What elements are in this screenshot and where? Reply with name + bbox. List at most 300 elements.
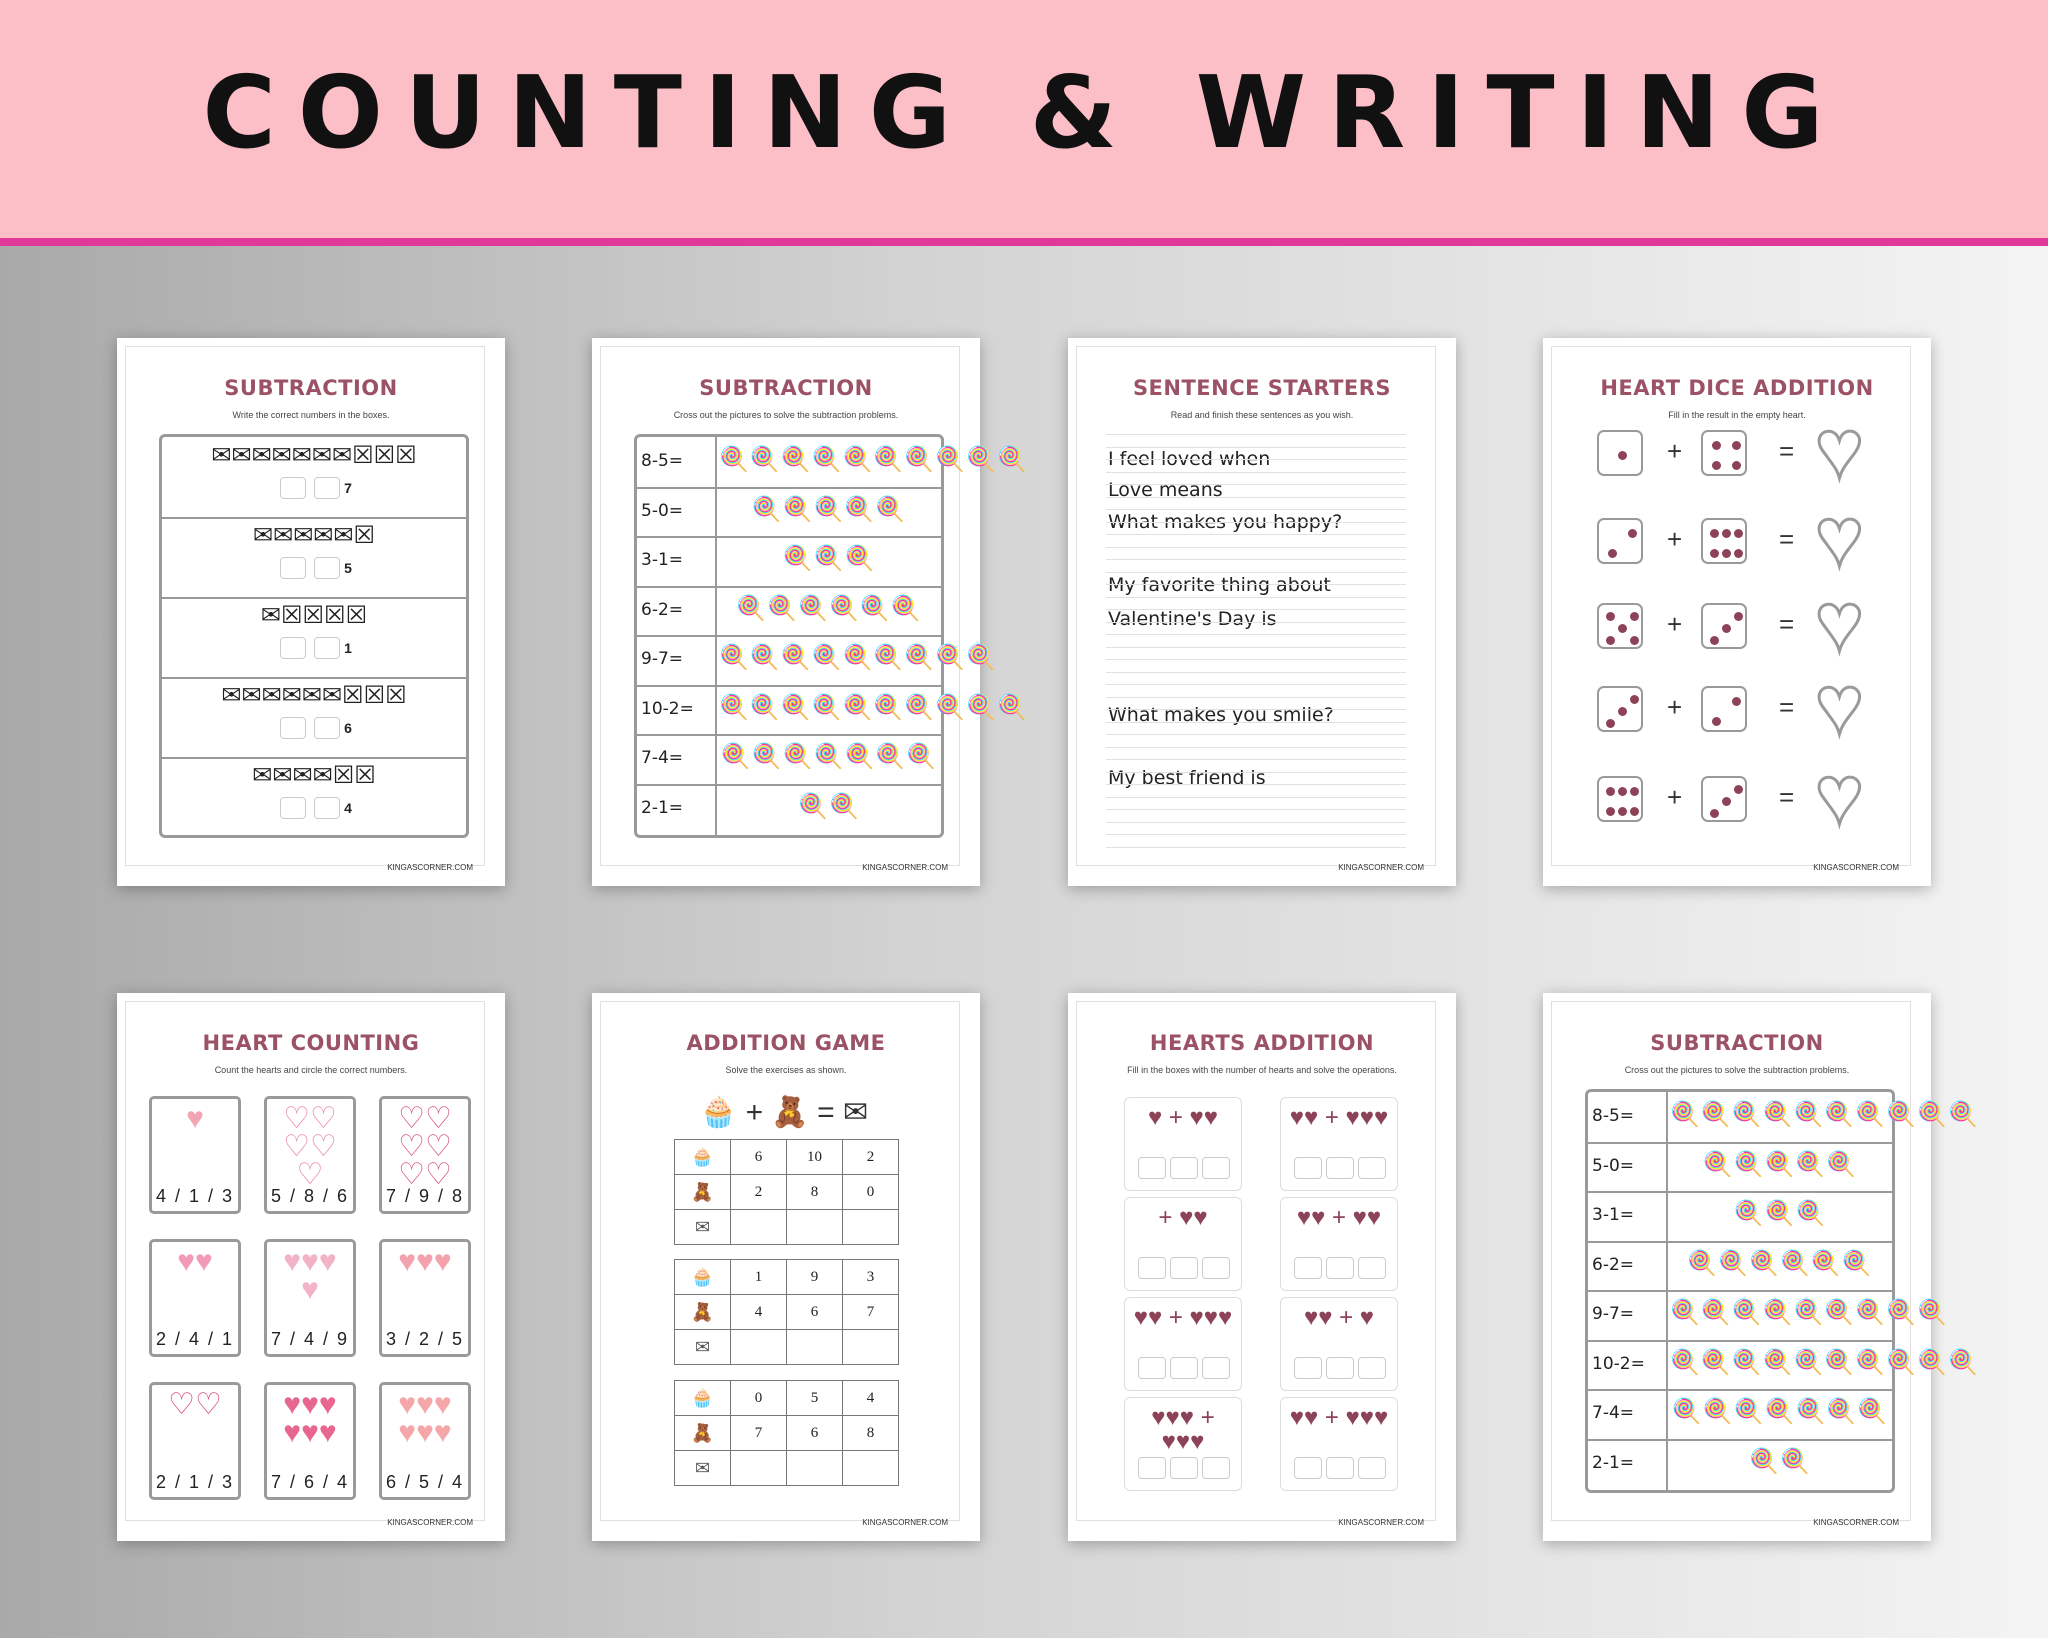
answer-box[interactable] <box>314 717 340 739</box>
dice-pip <box>1722 529 1731 538</box>
worksheet-subtraction-envelopes[interactable] <box>117 338 505 886</box>
heart-icon: ♥ + ♥♥ <box>1147 1104 1219 1131</box>
writing-line <box>1106 434 1406 435</box>
lollipop-icon: 🍭🍭🍭🍭🍭🍭🍭🍭🍭 <box>1670 1299 1948 1326</box>
answer-box[interactable] <box>1138 1257 1166 1279</box>
plus-sign: + <box>1667 609 1683 639</box>
footer-site: KINGASCORNER.COM <box>862 863 948 872</box>
worksheet-title: SUBTRACTION <box>1650 1031 1824 1055</box>
row-divider <box>1588 1142 1892 1144</box>
dice-pip <box>1618 807 1627 816</box>
worksheet-subtitle: Fill in the result in the empty heart. <box>1668 410 1806 420</box>
hearts-addition-box <box>1124 1097 1242 1191</box>
writing-line <box>1106 747 1406 748</box>
dice-icon <box>1701 776 1747 822</box>
subtraction-grid <box>634 434 1028 838</box>
hearts-addition-box <box>1124 1297 1242 1391</box>
worksheet-subtitle: Solve the exercises as shown. <box>725 1065 847 1075</box>
hearts-addition-box <box>1124 1397 1242 1491</box>
row-divider <box>1588 1340 1892 1342</box>
answer-cell[interactable] <box>731 1210 787 1245</box>
number-options: 7 / 6 / 4 <box>270 1472 350 1492</box>
dice-pip <box>1734 785 1743 794</box>
answer-cell[interactable] <box>787 1330 843 1365</box>
dice-pip <box>1628 529 1637 538</box>
problem-label: 9-7= <box>641 649 684 669</box>
dice-pip <box>1710 549 1719 558</box>
heart-icon: ♥♥ + ♥♥♥ <box>1133 1304 1233 1331</box>
answer-row <box>162 637 466 659</box>
dice-pip <box>1710 636 1719 645</box>
dice-pip <box>1734 549 1743 558</box>
answer-cell[interactable] <box>731 1451 787 1486</box>
worksheet-sentence-starters[interactable] <box>1068 338 1456 886</box>
dice-icon <box>1597 776 1643 822</box>
answer-heart-icon[interactable]: ♥ <box>1815 750 1864 841</box>
writing-line <box>1106 472 1406 473</box>
footer-site: KINGASCORNER.COM <box>1813 863 1899 872</box>
answer-boxes <box>1287 1457 1393 1484</box>
table-number: 4 <box>731 1295 787 1330</box>
writing-line <box>1106 722 1406 723</box>
writing-line <box>1106 584 1406 585</box>
heart-icon: ♥♥ + ♥♥♥ <box>1289 1104 1389 1131</box>
heart-icon: ♥♥♥♥♥♥ <box>398 1388 452 1449</box>
table-number: 6 <box>787 1295 843 1330</box>
heart-counting-card[interactable] <box>264 1239 356 1357</box>
dice-pip <box>1630 636 1639 645</box>
answer-boxes <box>1287 1357 1393 1384</box>
writing-line <box>1106 484 1406 485</box>
equals-sign: = <box>1779 609 1795 639</box>
teddy-bear-icon: 🧸 <box>675 1175 731 1210</box>
writing-line <box>1106 734 1406 735</box>
answer-boxes <box>1131 1457 1237 1484</box>
number-options: 6 / 5 / 4 <box>385 1472 465 1492</box>
worksheet-title: SENTENCE STARTERS <box>1132 376 1392 400</box>
sentence-starter: What makes you smile? <box>1108 704 1334 726</box>
row-divider <box>1588 1389 1892 1391</box>
worksheet-hearts-addition[interactable] <box>1068 993 1456 1541</box>
table-number: 7 <box>731 1416 787 1451</box>
writing-line <box>1106 709 1406 710</box>
dice-icon <box>1701 603 1747 649</box>
table-number: 9 <box>787 1260 843 1295</box>
hearts-addition-box <box>1280 1297 1398 1391</box>
problem-label: 9-7= <box>1592 1304 1635 1324</box>
writing-line <box>1106 672 1406 673</box>
dice-icon <box>1597 518 1643 564</box>
problem-label: 7-4= <box>641 748 684 768</box>
writing-line <box>1106 847 1406 848</box>
writing-line <box>1106 559 1406 560</box>
dice-icon <box>1701 686 1747 732</box>
envelope-row: ✉✉✉✉☒☒ <box>252 762 376 789</box>
footer-site: KINGASCORNER.COM <box>1338 863 1424 872</box>
sentence-starter: Valentine's Day is <box>1108 608 1277 630</box>
table-number: 2 <box>843 1140 899 1175</box>
writing-line <box>1106 809 1406 810</box>
answer-heart-icon[interactable]: ♥ <box>1815 404 1864 495</box>
equals-sign: = <box>1779 524 1795 554</box>
table-number: 4 <box>843 1381 899 1416</box>
lollipop-icon: 🍭🍭🍭🍭🍭🍭🍭🍭🍭🍭 <box>719 693 1028 721</box>
number-options: 2 / 4 / 1 <box>155 1329 235 1349</box>
heart-icon: ♡♡ <box>168 1388 222 1421</box>
heart-icon: ♥♥♥ + ♥♥♥ <box>1151 1404 1215 1455</box>
row-divider <box>162 757 466 759</box>
cupcake-icon: 🧁 <box>675 1140 731 1175</box>
writing-line <box>1106 659 1406 660</box>
sentence-starter: What makes you happy? <box>1108 511 1343 533</box>
envelope-icon: ✉ <box>675 1210 731 1245</box>
row-divider <box>1588 1290 1892 1292</box>
addition-legend: 🧁 + 🧸 = ✉ <box>699 1096 869 1129</box>
table-number: 6 <box>787 1416 843 1451</box>
addition-table <box>674 1139 899 1245</box>
row-divider <box>1588 1241 1892 1243</box>
answer-box[interactable] <box>314 797 340 819</box>
writing-line <box>1106 534 1406 535</box>
answer-boxes <box>1131 1157 1237 1184</box>
dice-pip <box>1710 809 1719 818</box>
problem-label: 3-1= <box>641 550 684 570</box>
cupcake-icon: 🧁 <box>675 1381 731 1416</box>
dice-pip <box>1606 807 1615 816</box>
dice-pip <box>1710 529 1719 538</box>
writing-line <box>1106 634 1406 635</box>
answer-box[interactable] <box>1138 1457 1166 1479</box>
footer-site: KINGASCORNER.COM <box>862 1518 948 1527</box>
footer-site: KINGASCORNER.COM <box>387 863 473 872</box>
lollipop-icon: 🍭🍭🍭🍭🍭🍭🍭🍭🍭🍭 <box>719 446 1028 473</box>
hearts-addition-box <box>1280 1397 1398 1491</box>
dice-pip <box>1630 612 1639 621</box>
answer-box[interactable] <box>1138 1157 1166 1179</box>
answer-box[interactable] <box>314 477 340 499</box>
worksheet-title: HEARTS ADDITION <box>1149 1031 1375 1055</box>
answer-cell[interactable] <box>731 1330 787 1365</box>
answer-box[interactable] <box>280 477 306 499</box>
problem-label: 2-1= <box>641 797 684 818</box>
answer-box[interactable] <box>314 557 340 579</box>
dice-pip <box>1618 624 1627 633</box>
heart-counting-card[interactable] <box>264 1096 356 1214</box>
envelope-icon: ✉ <box>675 1451 731 1486</box>
lollipop-icon: 🍭🍭🍭🍭🍭🍭🍭🍭🍭🍭 <box>1670 1348 1979 1376</box>
given-number: 4 <box>344 800 352 816</box>
problem-label: 8-5= <box>641 451 684 471</box>
envelope-row: ✉✉✉✉✉✉✉☒☒☒ <box>211 442 417 469</box>
writing-line <box>1106 547 1406 548</box>
heart-icon: ♥♥♥ <box>398 1245 452 1278</box>
dice-pip <box>1630 695 1639 704</box>
answer-cell[interactable] <box>787 1210 843 1245</box>
answer-box[interactable] <box>1294 1357 1322 1379</box>
sentence-starter: My best friend is <box>1108 767 1266 789</box>
teddy-bear-icon: 🧸 <box>675 1416 731 1451</box>
dice-icon <box>1701 518 1747 564</box>
writing-line <box>1106 622 1406 623</box>
worksheet-subtitle: Cross out the pictures to solve the subtraction problems. <box>1624 1065 1850 1075</box>
writing-line <box>1106 772 1406 773</box>
dice-pip <box>1732 461 1741 470</box>
writing-line <box>1106 697 1406 698</box>
problem-label: 5-0= <box>641 500 684 521</box>
table-number: 6 <box>731 1140 787 1175</box>
answer-box[interactable] <box>1294 1257 1322 1279</box>
dice-pip <box>1722 624 1731 633</box>
number-options: 4 / 1 / 3 <box>155 1186 235 1206</box>
answer-box[interactable] <box>280 717 306 739</box>
plus-sign: + <box>1667 524 1683 554</box>
heart-counting-card[interactable] <box>149 1096 241 1214</box>
table-number: 10 <box>787 1140 843 1175</box>
heart-icon: ♥ <box>186 1102 204 1135</box>
table-number: 2 <box>731 1175 787 1210</box>
given-number: 7 <box>344 480 352 496</box>
answer-cell[interactable] <box>787 1451 843 1486</box>
teddy-bear-icon: 🧸 <box>675 1295 731 1330</box>
problem-label: 6-2= <box>641 599 684 620</box>
answer-box[interactable] <box>1326 1157 1354 1179</box>
heart-icon: ♡♡♡♡♡ <box>283 1102 337 1191</box>
worksheet-addition-game[interactable] <box>592 993 980 1541</box>
worksheet-subtitle: Fill in the boxes with the number of hearts and solve the operations. <box>1127 1065 1397 1075</box>
lollipop-icon: 🍭🍭🍭🍭🍭🍭 <box>1687 1249 1873 1277</box>
answer-cell[interactable] <box>843 1330 899 1365</box>
writing-line <box>1106 509 1406 510</box>
answer-box[interactable] <box>1326 1457 1354 1479</box>
row-divider <box>637 734 941 736</box>
answer-box[interactable] <box>1326 1257 1354 1279</box>
plus-sign: + <box>1667 782 1683 812</box>
problem-label: 2-1= <box>1592 1452 1635 1473</box>
heart-icon: ♥♥ + ♥♥ <box>1296 1204 1382 1231</box>
heart-counting-card[interactable] <box>379 1239 471 1357</box>
writing-line <box>1106 647 1406 648</box>
heart-counting-card[interactable] <box>379 1382 471 1500</box>
cupcake-icon: 🧁 <box>675 1260 731 1295</box>
envelope-icon: ✉ <box>675 1330 731 1365</box>
dice-pip <box>1618 707 1627 716</box>
dice-pip <box>1712 441 1721 450</box>
heart-counting-card[interactable] <box>149 1239 241 1357</box>
heart-icon: ♥♥♥♥ <box>283 1245 337 1306</box>
lollipop-icon: 🍭🍭 <box>798 792 860 820</box>
answer-box[interactable] <box>1358 1257 1386 1279</box>
hearts-addition-box <box>1280 1097 1398 1191</box>
row-divider <box>637 635 941 637</box>
heart-counting-card[interactable] <box>379 1096 471 1214</box>
equals-sign: = <box>1779 436 1795 466</box>
lollipop-icon: 🍭🍭🍭🍭🍭🍭🍭 <box>720 743 938 770</box>
row-divider <box>637 487 941 489</box>
equals-sign: = <box>1779 692 1795 722</box>
answer-box[interactable] <box>1358 1357 1386 1379</box>
number-options: 7 / 4 / 9 <box>270 1329 350 1349</box>
answer-heart-icon[interactable]: ♥ <box>1815 577 1864 668</box>
answer-box[interactable] <box>1202 1257 1230 1279</box>
lollipop-icon: 🍭🍭🍭 <box>782 545 876 572</box>
hearts-addition-box <box>1280 1197 1398 1291</box>
answer-row <box>162 477 466 499</box>
worksheet-heart-dice-addition[interactable] <box>1543 338 1931 886</box>
dice-pip <box>1712 717 1721 726</box>
writing-line <box>1106 784 1406 785</box>
table-number: 8 <box>787 1175 843 1210</box>
row-divider <box>637 586 941 588</box>
answer-box[interactable] <box>1202 1157 1230 1179</box>
answer-box[interactable] <box>1170 1257 1198 1279</box>
dice-pip <box>1734 529 1743 538</box>
dice-pip <box>1722 549 1731 558</box>
worksheet-subtitle: Count the hearts and circle the correct numbers. <box>214 1065 408 1075</box>
dice-pip <box>1606 612 1615 621</box>
answer-heart-icon[interactable]: ♥ <box>1815 492 1864 583</box>
problem-label: 3-1= <box>1592 1205 1635 1225</box>
dice-icon <box>1701 430 1747 476</box>
dice-pip <box>1732 697 1741 706</box>
answer-heart-icon[interactable]: ♥ <box>1815 660 1864 751</box>
number-options: 3 / 2 / 5 <box>385 1329 465 1349</box>
heart-icon: ♥♥ <box>177 1245 213 1278</box>
worksheet-subtraction-lollipops[interactable] <box>592 338 1028 886</box>
answer-box[interactable] <box>1202 1457 1230 1479</box>
subtraction-grid <box>1585 1089 1979 1493</box>
worksheet-title: SUBTRACTION <box>699 376 873 400</box>
row-divider <box>637 784 941 786</box>
footer-site: KINGASCORNER.COM <box>1338 1518 1424 1527</box>
writing-line <box>1106 572 1406 573</box>
lollipop-icon: 🍭🍭🍭🍭🍭🍭 <box>736 594 922 622</box>
answer-boxes <box>1131 1257 1237 1284</box>
envelope-row: ✉✉✉✉✉☒ <box>252 522 376 549</box>
table-number: 8 <box>843 1416 899 1451</box>
writing-line <box>1106 822 1406 823</box>
dice-icon <box>1597 603 1643 649</box>
worksheet-subtraction-lollipops-2[interactable] <box>1543 993 1979 1541</box>
hearts-addition-box <box>1124 1197 1242 1291</box>
answer-cell[interactable] <box>843 1451 899 1486</box>
answer-boxes <box>1287 1257 1393 1284</box>
answer-row <box>162 717 466 739</box>
plus-sign: + <box>1667 436 1683 466</box>
plus-sign: + <box>1667 692 1683 722</box>
envelope-row: ✉☒☒☒☒ <box>260 602 368 629</box>
answer-box[interactable] <box>1170 1157 1198 1179</box>
answer-box[interactable] <box>1294 1157 1322 1179</box>
subtraction-grid <box>159 434 469 838</box>
answer-box[interactable] <box>280 637 306 659</box>
heart-counting-card[interactable] <box>264 1382 356 1500</box>
writing-line <box>1106 684 1406 685</box>
answer-box[interactable] <box>1358 1457 1386 1479</box>
writing-line <box>1106 609 1406 610</box>
lollipop-icon: 🍭🍭🍭🍭🍭 <box>1702 1150 1858 1178</box>
answer-box[interactable] <box>1326 1357 1354 1379</box>
problem-label: 10-2= <box>1592 1353 1645 1374</box>
worksheet-subtitle: Cross out the pictures to solve the subtraction problems. <box>673 410 899 420</box>
problem-label: 5-0= <box>1592 1155 1635 1176</box>
envelope-row: ✉✉✉✉✉✉☒☒☒ <box>221 682 407 709</box>
answer-cell[interactable] <box>843 1210 899 1245</box>
number-options: 7 / 9 / 8 <box>385 1186 465 1206</box>
dice-pip <box>1606 636 1615 645</box>
writing-line <box>1106 497 1406 498</box>
given-number: 6 <box>344 720 352 736</box>
dice-icon <box>1597 686 1643 732</box>
dice-pip <box>1630 807 1639 816</box>
dice-pip <box>1606 787 1615 796</box>
dice-pip <box>1722 797 1731 806</box>
number-options: 2 / 1 / 3 <box>155 1472 235 1492</box>
answer-box[interactable] <box>280 557 306 579</box>
writing-line <box>1106 834 1406 835</box>
number-options: 5 / 8 / 6 <box>270 1186 350 1206</box>
dice-pip <box>1712 461 1721 470</box>
heart-icon: ♥♥♥♥♥♥ <box>283 1388 337 1449</box>
heart-counting-card[interactable] <box>149 1382 241 1500</box>
worksheet-subtitle: Read and finish these sentences as you wish. <box>1170 410 1354 420</box>
lollipop-icon: 🍭🍭 <box>1749 1447 1811 1475</box>
addition-table <box>674 1259 899 1365</box>
banner-title: COUNTING & WRITING <box>202 54 1846 171</box>
row-divider <box>637 685 941 687</box>
worksheet-heart-counting[interactable] <box>117 993 505 1541</box>
equals-sign: = <box>1779 782 1795 812</box>
answer-box[interactable] <box>1138 1357 1166 1379</box>
answer-box[interactable] <box>1202 1357 1230 1379</box>
sentence-starter: Love means <box>1108 479 1223 501</box>
sentence-starter: I feel loved when <box>1108 448 1271 470</box>
sentence-starter: My favorite thing about <box>1108 574 1331 596</box>
writing-line <box>1106 447 1406 448</box>
problem-label: 6-2= <box>1592 1254 1635 1275</box>
dice-pip <box>1630 787 1639 796</box>
table-number: 7 <box>843 1295 899 1330</box>
answer-box[interactable] <box>1170 1357 1198 1379</box>
heart-icon: + ♥♥ <box>1158 1204 1208 1231</box>
worksheet-title: HEART COUNTING <box>202 1031 420 1055</box>
dice-pip <box>1618 787 1627 796</box>
writing-line <box>1106 759 1406 760</box>
table-number: 1 <box>731 1260 787 1295</box>
row-divider <box>1588 1191 1892 1193</box>
answer-box[interactable] <box>314 637 340 659</box>
addition-table <box>674 1380 899 1486</box>
lollipop-icon: 🍭🍭🍭 <box>1733 1200 1827 1227</box>
footer-site: KINGASCORNER.COM <box>1813 1518 1899 1527</box>
dice-pip <box>1606 719 1615 728</box>
lollipop-icon: 🍭🍭🍭🍭🍭🍭🍭🍭🍭🍭 <box>1670 1101 1979 1128</box>
dice-pip <box>1608 549 1617 558</box>
heart-icon: ♡♡♡♡♡♡ <box>398 1102 452 1191</box>
writing-line <box>1106 522 1406 523</box>
table-number: 3 <box>843 1260 899 1295</box>
row-divider <box>637 536 941 538</box>
answer-box[interactable] <box>1170 1457 1198 1479</box>
answer-boxes <box>1287 1157 1393 1184</box>
heart-icon: ♥♥ + ♥ <box>1303 1304 1375 1331</box>
table-number: 0 <box>843 1175 899 1210</box>
lollipop-icon: 🍭🍭🍭🍭🍭🍭🍭 <box>1671 1398 1889 1425</box>
answer-box[interactable] <box>1358 1157 1386 1179</box>
answer-box[interactable] <box>280 797 306 819</box>
answer-row <box>162 557 466 579</box>
row-divider <box>1588 1439 1892 1441</box>
answer-box[interactable] <box>1294 1457 1322 1479</box>
